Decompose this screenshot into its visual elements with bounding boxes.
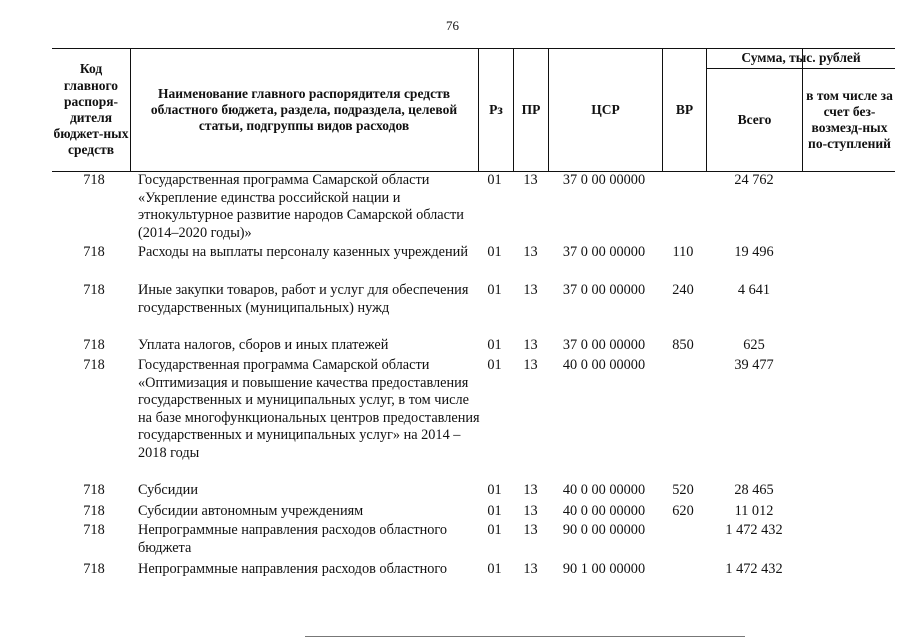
- row-rz: 01: [487, 522, 502, 538]
- header-name: Наименование главного распорядителя средств областного бюджета, раздела, подраздела, целевой статьи, подгруппы видов расходов: [150, 85, 458, 134]
- row-name: Расходы на выплаты персоналу казенных учреждений: [138, 244, 468, 260]
- header-total: Всего: [737, 111, 772, 127]
- row-pr: 13: [523, 357, 538, 373]
- header-gratuitous: в том числе за счет без-возмезд-ных по-ступлений: [806, 87, 893, 152]
- row-vr: 110: [672, 244, 694, 260]
- row-code: 718: [83, 561, 105, 577]
- row-code: 718: [83, 244, 105, 260]
- row-name: Государственная программа Самарской области «Укрепление единства российской нации и этнокультурное развитие народов Самарской области (2014–2020 годы)»: [138, 172, 464, 241]
- row-name: Непрограммные направления расходов областного: [138, 561, 448, 577]
- row-vr: 850: [672, 337, 694, 353]
- row-total: 4 641: [737, 282, 771, 298]
- table-header: [52, 48, 895, 172]
- row-pr: 13: [523, 522, 538, 538]
- row-total: 19 496: [734, 244, 774, 260]
- row-total: 11 012: [734, 503, 774, 519]
- row-csr: 37 0 00 00000: [562, 337, 646, 353]
- row-rz: 01: [487, 337, 502, 353]
- row-pr: 13: [523, 482, 538, 498]
- row-csr: 90 0 00 00000: [562, 522, 646, 538]
- header-pr: ПР: [521, 101, 541, 117]
- row-name: Иные закупки товаров, работ и услуг для обеспечения государственных (муниципальных) нужд: [138, 282, 469, 316]
- row-rz: 01: [487, 503, 502, 519]
- row-csr: 37 0 00 00000: [562, 282, 646, 298]
- header-code: Код главного распоря-дителя бюджет-ных средств: [53, 61, 129, 158]
- row-name: Субсидии: [138, 482, 198, 498]
- row-total: 39 477: [734, 357, 774, 373]
- row-code: 718: [83, 337, 105, 353]
- row-name: Государственная программа Самарской области «Оптимизация и повышение качества предоставления государственных и муниципальных услуг, в том числе на базе многофункциональных центров предоставления государственных и муниципальных услуг» на 2014 – 2018 годы: [138, 357, 480, 461]
- row-rz: 01: [487, 482, 502, 498]
- row-name: Субсидии автономным учреждениям: [138, 503, 364, 519]
- row-pr: 13: [523, 282, 538, 298]
- row-code: 718: [83, 172, 105, 188]
- row-pr: 13: [523, 172, 538, 188]
- header-vr: ВР: [675, 101, 694, 117]
- header-rz: Рз: [489, 101, 503, 117]
- row-total: 1 472 432: [725, 522, 783, 538]
- row-rz: 01: [487, 282, 502, 298]
- row-total: 625: [743, 337, 765, 353]
- row-vr: 240: [672, 282, 694, 298]
- row-total: 24 762: [734, 172, 774, 188]
- row-csr: 37 0 00 00000: [562, 172, 646, 188]
- row-total: 1 472 432: [725, 561, 783, 577]
- row-code: 718: [83, 482, 105, 498]
- row-csr: 40 0 00 00000: [562, 482, 646, 498]
- page-number: 76: [446, 18, 459, 33]
- row-vr: 520: [672, 482, 694, 498]
- row-rz: 01: [487, 172, 502, 188]
- row-pr: 13: [523, 561, 538, 577]
- row-total: 28 465: [734, 482, 774, 498]
- row-name: Уплата налогов, сборов и иных платежей: [138, 337, 389, 353]
- row-rz: 01: [487, 244, 502, 260]
- row-code: 718: [83, 503, 105, 519]
- row-csr: 37 0 00 00000: [562, 244, 646, 260]
- header-sum: Сумма, тыс. рублей: [741, 50, 861, 66]
- row-name: Непрограммные направления расходов областного бюджета: [138, 522, 448, 556]
- row-vr: 620: [672, 503, 694, 519]
- scan-edge-line: [305, 636, 745, 637]
- row-code: 718: [83, 357, 105, 373]
- row-pr: 13: [523, 244, 538, 260]
- row-csr: 40 0 00 00000: [562, 503, 646, 519]
- row-pr: 13: [523, 503, 538, 519]
- row-pr: 13: [523, 337, 538, 353]
- row-code: 718: [83, 282, 105, 298]
- row-rz: 01: [487, 561, 502, 577]
- header-csr: ЦСР: [591, 101, 620, 117]
- row-rz: 01: [487, 357, 502, 373]
- row-code: 718: [83, 522, 105, 538]
- row-csr: 40 0 00 00000: [562, 357, 646, 373]
- row-csr: 90 1 00 00000: [562, 561, 646, 577]
